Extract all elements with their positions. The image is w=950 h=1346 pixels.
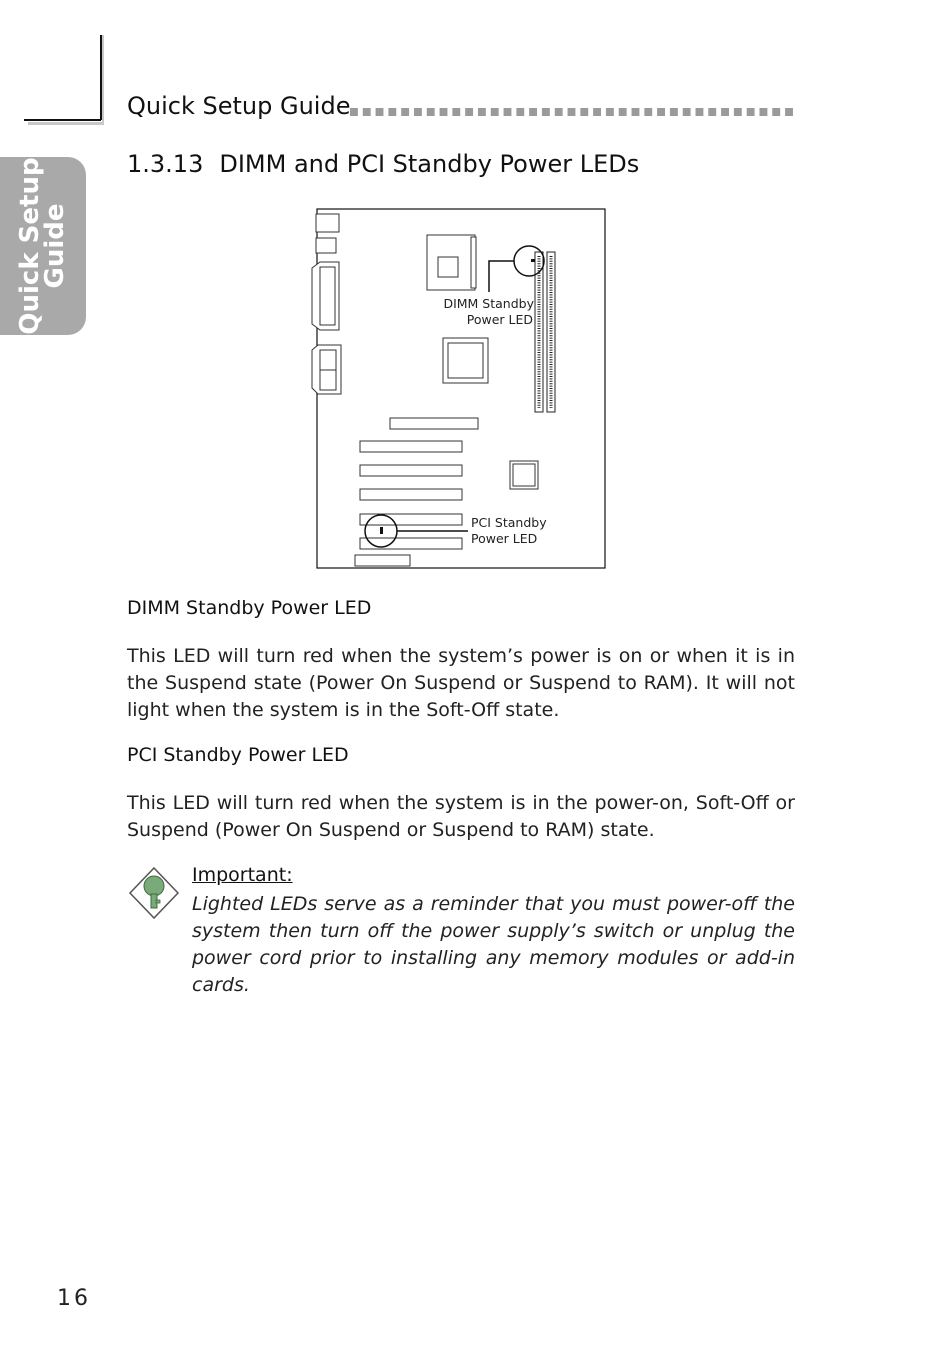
running-header-title: Quick Setup Guide [127,92,351,120]
important-note-text: Lighted LEDs serve as a reminder that you must power-off the system then turn off the power supply’s switch or unplug the power cord prior to installing any memory modules or add-in cards. [192,893,795,996]
section-heading: DIMM and PCI Standby Power LEDs [219,150,640,178]
dimm-led-label-line1: DIMM Standby [443,296,534,311]
cpu-socket [427,235,476,290]
north-bridge-chip [443,338,488,383]
dimm-led-description: This LED will turn red when the system’s power is on or when it is in the Suspend state (Power On Suspend or Suspend to RAM). It will not light when the system is in the Soft-Off state. [127,645,795,721]
key-icon [128,866,180,920]
dimm-led-label-line2: Power LED [466,312,533,327]
pci-led-label-line1: PCI Standby [471,515,547,530]
side-chapter-tab [0,157,86,335]
important-label: Important: [192,864,293,886]
dimm-led-heading: DIMM Standby Power LED [127,597,372,619]
section-number: 1.3.13 [127,150,204,178]
side-tab-label: Quick Setup Guide [15,157,70,335]
pci-led-heading: PCI Standby Power LED [127,744,349,766]
motherboard-diagram [305,205,615,577]
header-dotted-rule [350,108,796,118]
pci-led-label-line2: Power LED [471,531,538,546]
dimm-led-marker [531,259,535,262]
south-bridge-chip [510,461,538,489]
section-title [127,150,639,178]
corner-mark [24,30,104,125]
pci-led-description: This LED will turn red when the system is in the power-on, Soft-Off or Suspend (Power On Suspend or Suspend to RAM) state. [127,792,795,841]
pci-led-marker [380,527,383,534]
page-number: 16 [57,1286,91,1311]
